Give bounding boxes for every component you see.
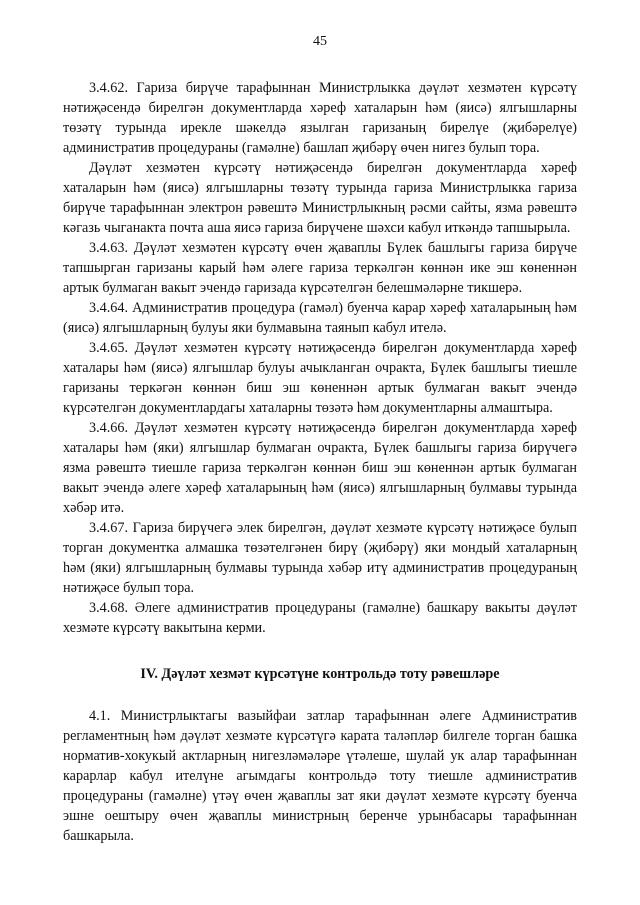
paragraph-4-1: 4.1. Министрлыктагы вазыйфаи затлар тарафыннан әлеге Административ регламентның һәм дәүләт хезмәте күрсәтүгә карата таләпләр билгеле торган башка норматив-хокукый актларның нигезләмәләре үтәлеше, шулай ук алар тарафыннан карарлар кабул ителүне агымдагы контрольдә тоту тиешле административ процедураны (гамәлне) үтәү өчен җаваплы зат яки дәүләт хезмәте күрсәтү буенча эшне оештыру өчен җаваплы министрның беренче урынбасары тарафыннан башкарыла. [63, 708, 577, 844]
paragraph-3-4-62-cont: Дәүләт хезмәтен күрсәтү нәтиҗәсендә бирелгән документларда хәреф хаталарын һәм (яисә) ялгышларны төзәтү турында гариза Министрлыкка гариза бирүче тарафыннан электрон рәвештә Министрлыкның рәсми сайты, язма рәвештә кәгазь чыганакта почта аша яисә гариза бирүчене шәхси кабул иткәндә тапшырыла. [63, 160, 577, 236]
paragraph-3-4-68: 3.4.68. Әлеге административ процедураны (гамәлне) башкару вакыты дәүләт хезмәте күрсәтү вакытына керми. [63, 600, 577, 636]
document-body [63, 78, 577, 846]
page-number: 45 [313, 34, 327, 49]
paragraph-3-4-62: 3.4.62. Гариза бирүче тарафыннан Министрлыкка дәүләт хезмәтен күрсәтү нәтиҗәсендә бирелгән документларда хәреф хаталарын һәм (яисә) ялгышларны төзәтү турында ирекле шәкелдә язылган гаризаның бирелүе (җибәрелүе) административ процедураны (гамәлне) башлап җибәрү өчен нигез булып тора. [63, 80, 577, 156]
section-heading: IV. Дәүләт хезмәт күрсәтүне контрольдә тоту рәвешләре [140, 666, 500, 682]
paragraph-3-4-66: 3.4.66. Дәүләт хезмәтен күрсәтү нәтиҗәсендә бирелгән документларда хәреф хаталары һәм (яки) ялгышлар булмаган очракта, Бүлек башлыгы гариза бирүчегә язма рәвештә тиешле гариза теркәлгән көннән биш эш көненнән артык булмаган вакыт эчендә әлеге хәреф хаталарының һәм (яисә) ялгышларның булмавы турында хәбәр итә. [63, 420, 577, 516]
paragraph-3-4-63: 3.4.63. Дәүләт хезмәтен күрсәтү өчен җаваплы Бүлек башлыгы гариза бирүче тапшырган гаризаны карый һәм әлеге гариза теркәлгән көннән ике эш көненнән артык булмаган вакыт эчендә гаризада күрсәтелгән белешмәләрне тикшерә. [63, 240, 577, 296]
paragraph-3-4-65: 3.4.65. Дәүләт хезмәтен күрсәтү нәтиҗәсендә бирелгән документларда хәреф хаталары һәм (яисә) ялгышлар булуы ачыкланган очракта, Бүлек башлыгы тиешле гаризаны теркәгән көннән биш эш көненнән артык булмаган вакыт эчендә күрсәтелгән документлардагы хаталарны төзәтә һәм документларны алмаштыра. [63, 340, 577, 416]
paragraph-3-4-64: 3.4.64. Административ процедура (гамәл) буенча карар хәреф хаталарының һәм (яисә) ялгышларның булуы яки булмавына таянып кабул ителә. [63, 300, 577, 336]
paragraph-3-4-67: 3.4.67. Гариза бирүчегә элек бирелгән, дәүләт хезмәте күрсәтү нәтиҗәсе булып торган документка алмашка төзәтелгәнен бирү (җибәрү) яки мондый хаталарның һәм (яки) ялгышларның булмавы турында хәбәр итү административ процедураның нәтиҗәсе булып тора. [63, 520, 577, 596]
